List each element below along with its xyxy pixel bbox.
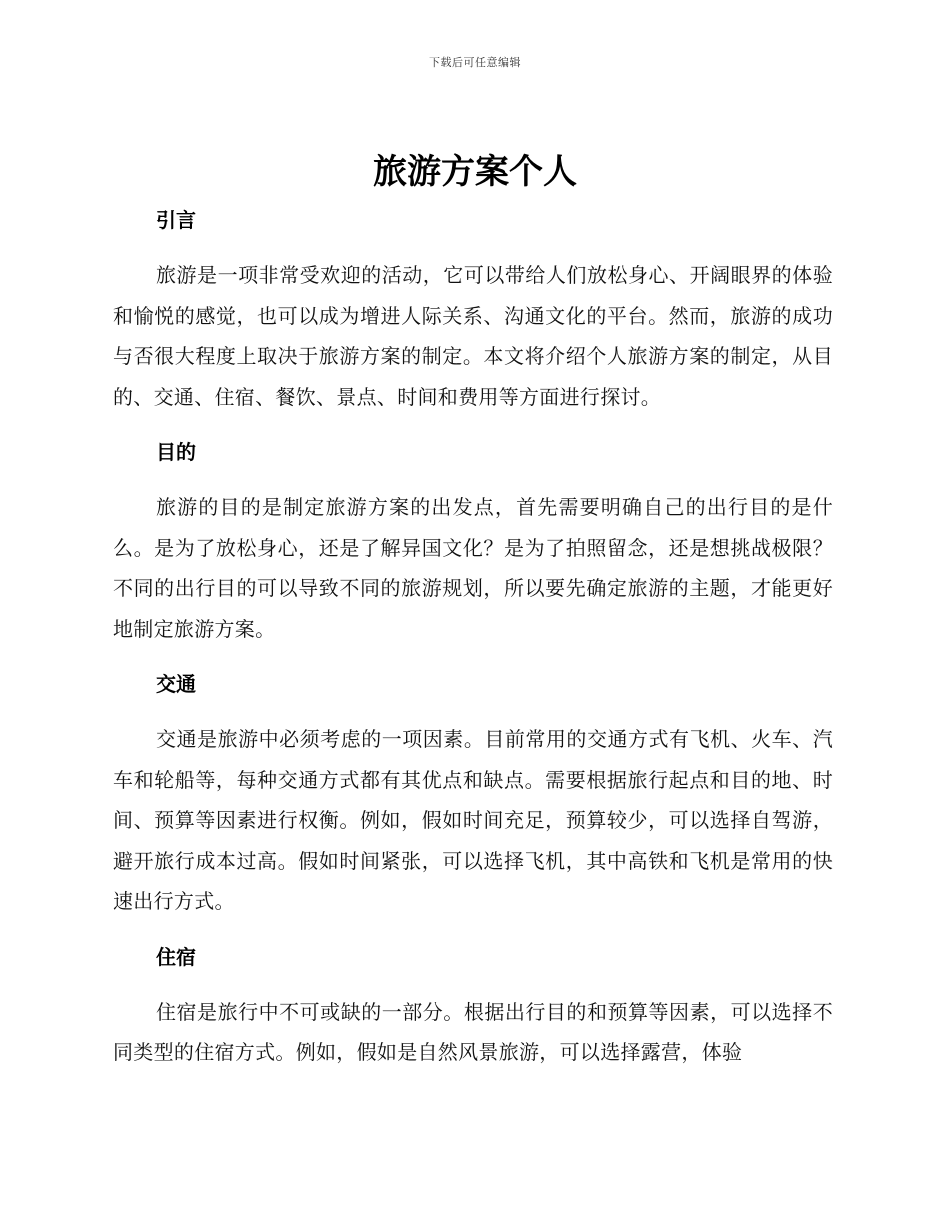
- section-paragraph: 旅游的目的是制定旅游方案的出发点，首先需要明确自己的出行目的是什么。是为了放松身心，还是了解异国文化？是为了拍照留念，还是想挑战极限？不同的出行目的可以导致不同的旅游规划，所以要先确定旅游的主题，才能更好地制定旅游方案。: [113, 495, 833, 641]
- section-heading: 目的: [156, 440, 196, 464]
- section-transport: [113, 662, 833, 922]
- section-accommodation: [113, 935, 833, 1073]
- section-paragraph: 住宿是旅行中不可或缺的一部分。根据出行目的和预算等因素，可以选择不同类型的住宿方式。例如，假如是自然风景旅游，可以选择露营，体验: [113, 999, 833, 1064]
- section-heading: 住宿: [156, 944, 196, 969]
- section-introduction: [113, 198, 833, 417]
- section-heading: 交通: [156, 672, 196, 696]
- document-title: 旅游方案个人: [373, 152, 577, 192]
- document-body: [113, 198, 833, 1086]
- section-paragraph: 交通是旅游中必须考虑的一项因素。目前常用的交通方式有飞机、火车、汽车和轮船等，每种交通方式都有其优点和缺点。需要根据旅行起点和目的地、时间、预算等因素进行权衡。例如，假如时间充足，预算较少，可以选择自驾游，避开旅行成本过高。假如时间紧张，可以选择飞机，其中高铁和飞机是常用的快速出行方式。: [113, 727, 833, 913]
- section-purpose: [113, 430, 833, 649]
- section-heading: 引言: [156, 208, 196, 232]
- header-note: 下载后可任意编辑: [429, 56, 521, 69]
- section-paragraph: 旅游是一项非常受欢迎的活动，它可以带给人们放松身心、开阔眼界的体验和愉悦的感觉，也可以成为增进人际关系、沟通文化的平台。然而，旅游的成功与否很大程度上取决于旅游方案的制定。本文将介绍个人旅游方案的制定，从目的、交通、住宿、餐饮、景点、时间和费用等方面进行探讨。: [113, 263, 833, 409]
